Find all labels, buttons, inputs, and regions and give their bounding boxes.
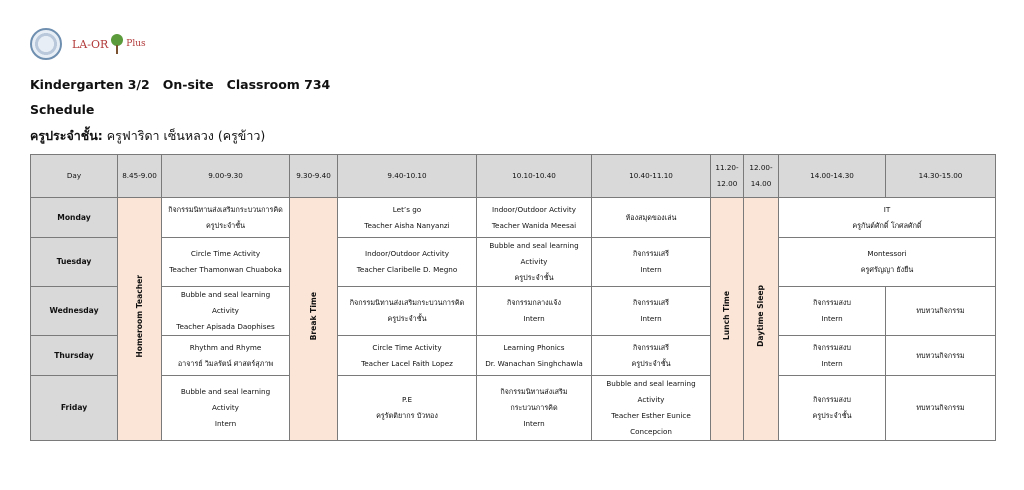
homeroom-teacher-cell — [118, 198, 162, 441]
schedule-table — [30, 154, 996, 441]
cell-line: ครูศรัญญา ยังยืน — [860, 265, 914, 274]
slot-0940 — [338, 336, 477, 376]
day-cell: Thursday — [31, 336, 118, 376]
cell-line: Concepcion — [630, 427, 672, 436]
column-header: 14.30-15.00 — [886, 155, 996, 198]
homeroom-teacher-cell-label: Homeroom Teacher — [134, 274, 144, 358]
cell-line: Teacher Apisada Daophises — [176, 322, 275, 331]
slot-1400 — [779, 336, 886, 376]
logos — [30, 26, 146, 62]
column-header: Day — [31, 155, 118, 198]
cell-line: Teacher Aisha Nanyanzi — [364, 220, 450, 230]
slot-1430 — [886, 376, 996, 441]
day-cell: Friday — [31, 376, 118, 441]
break-time-cell-label: Break Time — [308, 291, 318, 341]
day-cell: Tuesday — [31, 238, 118, 287]
slot-0940 — [338, 376, 477, 441]
cell-line: Intern — [821, 358, 843, 368]
cell-line: Teacher Claribelle D. Megno — [356, 265, 458, 274]
slot-1040 — [592, 336, 711, 376]
table-row — [31, 198, 996, 238]
cell-line: ครูประจำชั้น — [387, 314, 427, 323]
brand-text: LA-OR — [72, 37, 109, 51]
cell-line: 11.20- — [715, 163, 739, 172]
cell-line: กิจกรรมเสรี — [632, 298, 670, 307]
lunch-time-cell-label: Lunch Time — [722, 291, 731, 341]
daytime-sleep-cell — [744, 198, 779, 441]
lunch-time-cell — [711, 198, 744, 441]
column-header: 8.45-9.00 — [118, 155, 162, 198]
cell-line: Bubble and seal learning — [489, 241, 579, 250]
column-header — [711, 155, 744, 198]
cell-line: ครูประจำชั้น — [514, 273, 554, 282]
cell-line: Circle Time Activity — [190, 249, 261, 258]
cell-line: Teacher Thamonwan Chuaboka — [169, 265, 282, 274]
cell-line: Intern — [640, 314, 662, 323]
cell-line: กิจกรรมนิทานส่งเสริมกระบวนการคิด — [168, 204, 283, 214]
cell-line: ทบทวนกิจกรรม — [916, 403, 965, 412]
cell-line: ครูประจำชั้น — [631, 358, 671, 368]
slot-1400 — [779, 376, 886, 441]
slot-0900 — [162, 336, 290, 376]
column-header: 10.10-10.40 — [477, 155, 592, 198]
cell-line: ทบทวนกิจกรรม — [916, 350, 965, 360]
slot-afternoon — [779, 198, 996, 238]
slot-0900 — [162, 376, 290, 441]
cell-line: Activity — [637, 395, 665, 404]
table-row — [31, 287, 996, 336]
schedule-label: Schedule — [30, 102, 95, 117]
cell-line: Dr. Wanachan Singhchawla — [485, 358, 583, 368]
cell-line: กิจกรรมนิทานส่งเสริม — [500, 387, 568, 396]
school-seal-icon — [30, 28, 62, 60]
cell-line: Rhythm and Rhyme — [189, 342, 262, 352]
cell-line: Intern — [640, 265, 662, 274]
slot-1010 — [477, 336, 592, 376]
cell-line: P.E — [401, 395, 413, 404]
column-header — [744, 155, 779, 198]
cell-line: ครูประจำชั้น — [206, 220, 245, 230]
cell-line: อาจารย์ วิมลรัตน์ ศาสตร์สุภาพ — [177, 358, 274, 368]
slot-1430 — [886, 287, 996, 336]
slot-1010 — [477, 238, 592, 287]
table-row — [31, 376, 996, 441]
teacher-name: ครูฟาริดา เซ็นหลวง (ครูข้าว) — [102, 128, 266, 143]
cell-line: Intern — [523, 419, 545, 428]
cell-line: กิจกรรมสงบ — [813, 395, 851, 404]
day-cell: Wednesday — [31, 287, 118, 336]
column-header: 9.30-9.40 — [290, 155, 338, 198]
column-header: 9.40-10.10 — [338, 155, 477, 198]
cell-line: 12.00 — [716, 179, 738, 188]
slot-1040 — [592, 376, 711, 441]
slot-1430 — [886, 336, 996, 376]
slot-afternoon — [779, 238, 996, 287]
cell-line: Montessori — [867, 249, 907, 258]
cell-line: Teacher Esther Eunice — [611, 411, 691, 420]
cell-line: Intern — [523, 314, 545, 323]
slot-0940 — [338, 238, 477, 287]
teacher-label: ครูประจำชั้น: — [30, 128, 103, 143]
brand-suffix: Plus — [126, 39, 146, 49]
daytime-sleep-cell-label: Daytime Sleep — [756, 285, 765, 347]
cell-line: กิจกรรมเสรี — [632, 249, 670, 258]
cell-line: IT — [883, 204, 891, 214]
cell-line: Learning Phonics — [503, 342, 565, 352]
slot-1010 — [477, 287, 592, 336]
slot-0940 — [338, 198, 477, 238]
tree-icon — [110, 34, 124, 54]
column-header: 10.40-11.10 — [592, 155, 711, 198]
cell-line: Activity — [212, 306, 239, 315]
cell-line: Bubble and seal learning — [180, 387, 271, 396]
cell-line: ครูรัตติยากร บัวทอง — [376, 411, 438, 420]
cell-line: 14.00 — [750, 179, 772, 188]
cell-line: Bubble and seal learning — [606, 379, 696, 388]
slot-0940 — [338, 287, 477, 336]
cell-line: Activity — [212, 403, 239, 412]
teacher-line — [30, 126, 265, 146]
table-row — [31, 238, 996, 287]
cell-line: Bubble and seal learning — [180, 290, 271, 299]
cell-line: ครูประจำชั้น — [812, 411, 852, 420]
cell-line: ทบทวนกิจกรรม — [916, 306, 965, 315]
day-cell: Monday — [31, 198, 118, 238]
column-header: 9.00-9.30 — [162, 155, 290, 198]
slot-0900 — [162, 287, 290, 336]
slot-1040 — [592, 238, 711, 287]
cell-line: Circle Time Activity — [372, 342, 442, 352]
table-row — [31, 336, 996, 376]
cell-line: กิจกรรมกลางแจ้ง — [506, 298, 562, 307]
slot-0900 — [162, 198, 290, 238]
cell-line: กิจกรรมเสรี — [632, 342, 670, 352]
cell-line: กิจกรรมสงบ — [813, 342, 851, 352]
header-row — [31, 155, 996, 198]
cell-line: กระบวนการคิด — [510, 403, 558, 412]
slot-1040 — [592, 287, 711, 336]
cell-line: Let’s go — [392, 204, 422, 214]
slot-1040 — [592, 198, 711, 238]
cell-line: Indoor/Outdoor Activity — [492, 204, 576, 214]
slot-1010 — [477, 198, 592, 238]
cell-line: 12.00- — [749, 163, 773, 172]
cell-line: Activity — [520, 257, 548, 266]
column-header: 14.00-14.30 — [779, 155, 886, 198]
cell-line: ครูกันต์ศักดิ์ โกศลศักดิ์ — [852, 220, 922, 230]
cell-line: กิจกรรมสงบ — [813, 298, 851, 307]
slot-1010 — [477, 376, 592, 441]
break-time-cell — [290, 198, 338, 441]
class-line: Kindergarten 3/2 On-site Classroom 734 — [30, 77, 331, 92]
cell-line: กิจกรรมนิทานส่งเสริมกระบวนการคิด — [349, 298, 465, 307]
cell-line: Intern — [821, 314, 843, 323]
cell-line: Teacher Wanida Meesai — [491, 220, 577, 230]
slot-1400 — [779, 287, 886, 336]
brand-logo — [72, 34, 146, 54]
cell-line: Teacher Lacel Faith Lopez — [361, 358, 453, 368]
cell-line: Intern — [214, 419, 237, 428]
cell-line: ห้องสมุดของเล่น — [625, 212, 677, 222]
cell-line: Indoor/Outdoor Activity — [365, 249, 449, 258]
slot-0900 — [162, 238, 290, 287]
